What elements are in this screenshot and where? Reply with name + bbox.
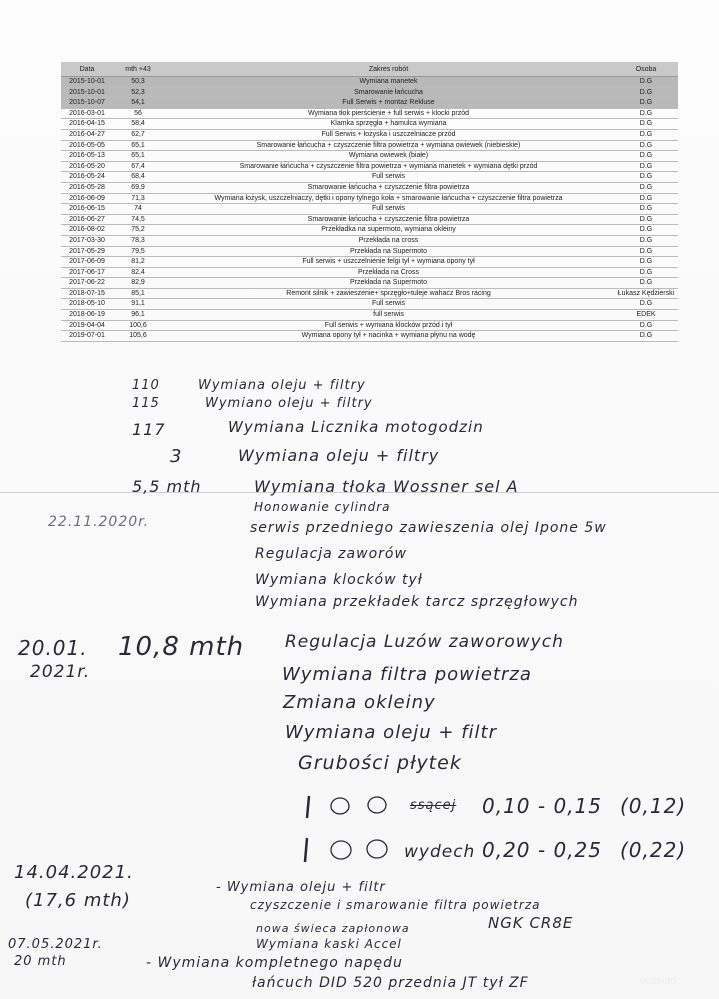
cell-date: 2017-06-22 bbox=[61, 278, 113, 289]
cell-work: Przekładka na supermoto, wymiana okleiny bbox=[163, 225, 614, 236]
cell-work: Przekłada na Supermoto bbox=[163, 278, 614, 289]
hw-date-2020: 22.11.2020r. bbox=[48, 514, 150, 530]
cell-date: 2019-04-04 bbox=[61, 320, 113, 331]
cell-work: Smarowanie łańcucha + czyszczenie filtra powietrza + wymiana manetek + wymiana dętki przód bbox=[163, 161, 614, 172]
cell-work: Full Serwis + łożyska i uszczelniacze przód bbox=[163, 129, 614, 140]
cell-mth: 100,6 bbox=[113, 320, 163, 331]
hw-rear-pads: Wymiana klocków tył bbox=[255, 572, 423, 588]
cell-date: 2017-06-17 bbox=[61, 267, 113, 278]
cell-work: Klamka sprzęgła + hamulca wymiana bbox=[163, 119, 614, 130]
hw-exhaust-measured: (0,22) bbox=[620, 838, 687, 862]
cell-date: 2016-05-24 bbox=[61, 172, 113, 183]
cell-work: Przekłada na cross bbox=[163, 235, 614, 246]
cell-person: D.G bbox=[614, 140, 678, 151]
cell-work: Full Serwis + montaż Rekluse bbox=[163, 98, 614, 109]
cell-mth: 96,1 bbox=[113, 310, 163, 321]
cell-mth: 74,5 bbox=[113, 214, 163, 225]
cell-work: Wymiana manetek bbox=[163, 77, 614, 88]
hw-plug-model: NGK CR8E bbox=[488, 914, 574, 932]
cell-mth: 71,3 bbox=[113, 193, 163, 204]
hw-graphics: Zmiana okleiny bbox=[283, 692, 436, 713]
hw-drivetrain: - Wymiana kompletnego napędu bbox=[146, 955, 403, 971]
cell-work: Wymiana owiewek (białe) bbox=[163, 151, 614, 162]
cell-mth: 68,4 bbox=[113, 172, 163, 183]
cell-work: full serwis bbox=[163, 310, 614, 321]
cell-mth: 105,6 bbox=[113, 331, 163, 342]
cell-date: 2017-05-29 bbox=[61, 246, 113, 257]
header-mth: mth +43 bbox=[113, 62, 163, 77]
cell-work: Wymiana opony tył + nacinka + wymiana płynu na wodę bbox=[163, 331, 614, 342]
cell-person: EDEK bbox=[614, 310, 678, 321]
cell-person: D.G bbox=[614, 193, 678, 204]
hw-mth-17-6: (17,6 mth) bbox=[25, 890, 131, 911]
hw-oil-filter-2: - Wymiana oleju + filtr bbox=[216, 880, 386, 895]
cell-person: D.G bbox=[614, 225, 678, 236]
cell-work: Smarowanie łańcucha + czyszczenie filtra powietrza bbox=[163, 182, 614, 193]
cell-date: 2016-05-13 bbox=[61, 151, 113, 162]
cell-mth: 85,1 bbox=[113, 288, 163, 299]
hw-mth-5-5: 5,5 mth bbox=[132, 477, 202, 496]
cell-date: 2017-06-09 bbox=[61, 257, 113, 268]
hw-mth-110: 110 bbox=[132, 378, 160, 393]
cell-mth: 58,4 bbox=[113, 119, 163, 130]
cell-person: D.G bbox=[614, 151, 678, 162]
cell-date: 2016-06-27 bbox=[61, 214, 113, 225]
tally-mark-1 bbox=[307, 796, 309, 818]
hw-mth-3: 3 bbox=[170, 446, 183, 467]
cell-date: 2016-05-05 bbox=[61, 140, 113, 151]
cell-date: 2016-03-01 bbox=[61, 108, 113, 119]
cell-mth: 52,3 bbox=[113, 87, 163, 98]
cell-work: Przekłada na Cross bbox=[163, 267, 614, 278]
cell-date: 2015-10-01 bbox=[61, 87, 113, 98]
cell-work: Wymiana łożysk, uszczelniaczy, dętki i opony tylnego koła + smarowanie łańcucha + czyszczenie filtra powietrza bbox=[163, 193, 614, 204]
hw-air-filter: Wymiana filtra powietrza bbox=[282, 664, 532, 685]
cell-mth: 82,4 bbox=[113, 267, 163, 278]
hw-valve-clearance: Regulacja Luzów zaworowych bbox=[285, 632, 564, 652]
cell-person: D.G bbox=[614, 204, 678, 215]
cell-mth: 65,1 bbox=[113, 140, 163, 151]
cell-work: Full serwis + wymiana klocków przód i tył bbox=[163, 320, 614, 331]
cell-person: D.G bbox=[614, 98, 678, 109]
cell-date: 2016-05-28 bbox=[61, 182, 113, 193]
cell-mth: 67,4 bbox=[113, 161, 163, 172]
hw-valve-adjust: Regulacja zaworów bbox=[255, 546, 407, 562]
hw-fork-service: serwis przedniego zawieszenia olej Ipone 5w bbox=[250, 520, 607, 536]
hw-struck-word: ssącej bbox=[410, 798, 457, 813]
circled-number-1b bbox=[368, 797, 386, 813]
hw-mth-20: 20 mth bbox=[14, 954, 67, 969]
cell-work: Smarowanie łańcucha + czyszczenie filtra powietrza + wymiana owiewek (niebieskie) bbox=[163, 140, 614, 151]
hw-honing: Honowanie cylindra bbox=[254, 500, 391, 514]
hw-date-07-05: 07.05.2021r. bbox=[8, 937, 103, 952]
hw-mth-115: 115 bbox=[132, 396, 160, 411]
hw-spark-plug: nowa świeca zapłonowa bbox=[256, 922, 410, 935]
cell-person: Łukasz Kędzierski bbox=[614, 288, 678, 299]
cell-date: 2016-05-20 bbox=[61, 161, 113, 172]
cell-person: D.G bbox=[614, 235, 678, 246]
hw-mth-117: 117 bbox=[132, 420, 166, 439]
cell-work: Remont silnik + zawieszenie+ sprzęgło+tuleje wahacz Bros racing bbox=[163, 288, 614, 299]
cell-person: D.G bbox=[614, 267, 678, 278]
hw-air-filter-clean: czyszczenie i smarowanie filtra powietrza bbox=[250, 898, 541, 912]
hw-intake-range: 0,10 - 0,15 bbox=[482, 794, 602, 818]
cell-date: 2016-04-15 bbox=[61, 119, 113, 130]
cell-date: 2015-10-07 bbox=[61, 98, 113, 109]
cell-mth: 56 bbox=[113, 108, 163, 119]
cell-date: 2018-06-19 bbox=[61, 310, 113, 321]
cell-person: D.G bbox=[614, 257, 678, 268]
cell-person: D.G bbox=[614, 246, 678, 257]
cell-mth: 79,5 bbox=[113, 246, 163, 257]
circled-number-2a bbox=[331, 841, 351, 859]
header-date: Data bbox=[61, 62, 113, 77]
cell-mth: 69,9 bbox=[113, 182, 163, 193]
cell-date: 2018-07-15 bbox=[61, 288, 113, 299]
cell-work: Full serwis bbox=[163, 204, 614, 215]
cell-mth: 74 bbox=[113, 204, 163, 215]
cell-mth: 75,2 bbox=[113, 225, 163, 236]
cell-person: D.G bbox=[614, 161, 678, 172]
hw-clutch-plates: Wymiana przekładek tarcz sprzęgłowych bbox=[255, 594, 579, 610]
header-work: Zakres robót bbox=[163, 62, 614, 77]
hw-oil-filter: Wymiana oleju + filtr bbox=[285, 722, 497, 743]
cell-person: D.G bbox=[614, 278, 678, 289]
cell-mth: 62,7 bbox=[113, 129, 163, 140]
cell-person: D.G bbox=[614, 77, 678, 88]
cell-date: 2017-03-30 bbox=[61, 235, 113, 246]
cell-mth: 91,1 bbox=[113, 299, 163, 310]
cell-date: 2015-10-01 bbox=[61, 77, 113, 88]
cell-person: D.G bbox=[614, 214, 678, 225]
cell-work: Smarowanie łańcucha + czyszczenie filtra powietrza bbox=[163, 214, 614, 225]
hw-oil-change-3: Wymiana oleju + filtry bbox=[238, 446, 440, 465]
hw-piston-change: Wymiana tłoka Wossner sel A bbox=[254, 477, 519, 496]
hw-exhaust-range: 0,20 - 0,25 bbox=[482, 838, 602, 862]
cell-work: Full serwis + uszczelnienie felgi tył + wymiana opony tył bbox=[163, 257, 614, 268]
cell-date: 2016-04-27 bbox=[61, 129, 113, 140]
cell-date: 2016-08-02 bbox=[61, 225, 113, 236]
hw-exhaust-label: wydech bbox=[404, 842, 476, 862]
cell-date: 2016-06-15 bbox=[61, 204, 113, 215]
cell-person: D.G bbox=[614, 299, 678, 310]
watermark-logo: otomoto bbox=[640, 976, 677, 987]
hw-date-20-01: 20.01. bbox=[18, 636, 88, 660]
hw-intake-measured: (0,12) bbox=[620, 794, 687, 818]
hw-accel-part: Wymiana kaski Accel bbox=[256, 937, 402, 951]
hw-mth-10-8: 10,8 mth bbox=[118, 632, 245, 662]
cell-work: Full serwis bbox=[163, 299, 614, 310]
circled-number-1a bbox=[331, 798, 349, 814]
hw-chain-sprockets: łańcuch DID 520 przednia JT tył ZF bbox=[252, 975, 529, 991]
hw-date-14-04: 14.04.2021. bbox=[14, 862, 134, 883]
cell-mth: 65,1 bbox=[113, 151, 163, 162]
cell-person: D.G bbox=[614, 87, 678, 98]
cell-date: 2019-07-01 bbox=[61, 331, 113, 342]
hw-oil-change-2: Wymiano oleju + filtry bbox=[205, 396, 373, 411]
cell-person: D.G bbox=[614, 182, 678, 193]
cell-work: Smarowanie łańcucha bbox=[163, 87, 614, 98]
cell-work: Przekłada na Supermoto bbox=[163, 246, 614, 257]
cell-date: 2018-05-10 bbox=[61, 299, 113, 310]
cell-work: Full serwis bbox=[163, 172, 614, 183]
hw-year-2021: 2021r. bbox=[30, 662, 91, 682]
hw-hour-meter: Wymiana Licznika motogodzin bbox=[228, 418, 484, 436]
cell-person: D.G bbox=[614, 108, 678, 119]
cell-person: D.G bbox=[614, 320, 678, 331]
cell-work: Wymiana tłok pierścienie + full serwis + klocki przód bbox=[163, 108, 614, 119]
hw-oil-change-1: Wymiana oleju + filtry bbox=[198, 378, 366, 393]
circled-number-2b bbox=[367, 840, 387, 858]
tally-mark-2 bbox=[305, 838, 307, 862]
cell-mth: 81,2 bbox=[113, 257, 163, 268]
cell-person: D.G bbox=[614, 119, 678, 130]
cell-mth: 82,9 bbox=[113, 278, 163, 289]
header-person: Osoba bbox=[614, 62, 678, 77]
cell-mth: 54,1 bbox=[113, 98, 163, 109]
cell-person: D.G bbox=[614, 331, 678, 342]
cell-person: D.G bbox=[614, 172, 678, 183]
cell-mth: 50,3 bbox=[113, 77, 163, 88]
cell-person: D.G bbox=[614, 129, 678, 140]
cell-date: 2016-06-09 bbox=[61, 193, 113, 204]
cell-mth: 78,3 bbox=[113, 235, 163, 246]
hw-shim-thickness: Grubości płytek bbox=[298, 752, 462, 774]
